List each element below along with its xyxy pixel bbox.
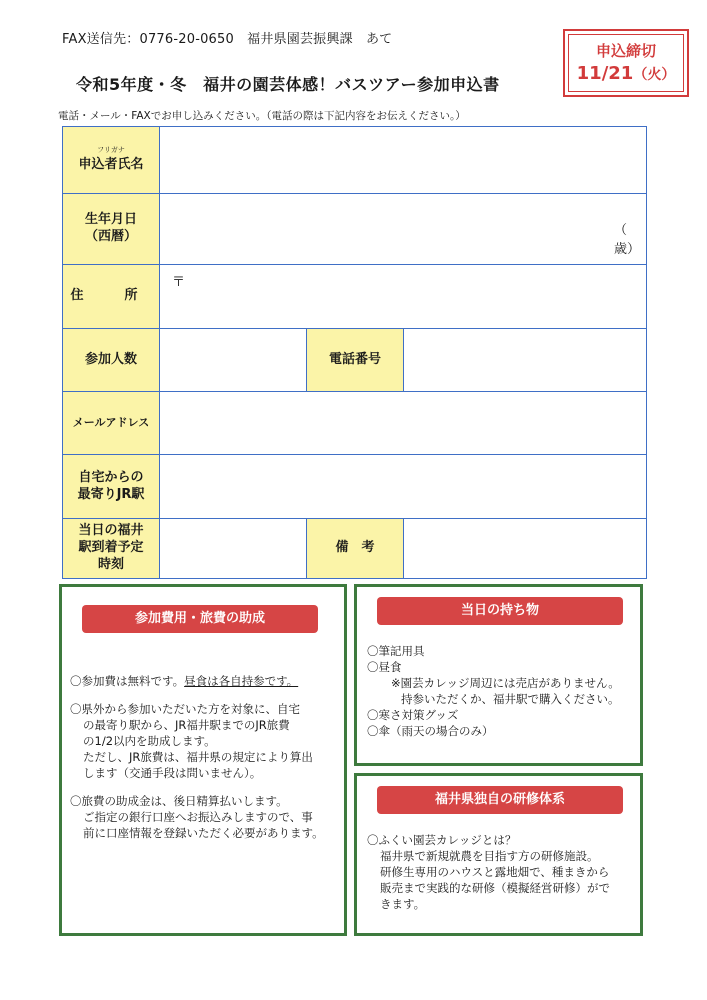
training-line-4: 販売まで実践的な研修（模擬経営研修）がで [380,881,610,895]
training-line-3: 研修生専用のハウスと露地畑で、種まきから [380,865,610,879]
arrival-label: 当日の福井 [78,523,144,539]
phone-label: 電話番号 [328,351,381,367]
items-buy-note: 持参いただくか、福井駅で購入ください。 [401,692,620,706]
station-label-cell [63,455,160,519]
fees-payment-line-3: 前に口座情報を登録いただく必要があります。 [83,826,324,840]
fees-heading: 参加費用・旅費の助成 [82,605,318,633]
training-heading: 福井県独自の研修体系 [377,786,623,814]
name-label: 申込者氏名 [78,157,144,173]
deadline-date-line [569,63,683,84]
application-note: 電話・メール・FAXでお申し込みください。（電話の際は下記内容をお伝えください。） [58,110,466,122]
training-line-1: 〇ふくい園芸カレッジとは？ [367,833,517,847]
phone-field[interactable] [404,329,647,392]
items-cold-gear: 〇寒さ対策グッズ [367,708,459,722]
arrival-label-3: 時刻 [97,556,124,572]
name-ruby: フリガナ [97,146,125,154]
fees-body [70,673,342,853]
deadline-inner-frame [568,34,684,92]
birth-label: 生年月日 [84,212,137,228]
participants-label: 参加人数 [84,351,137,367]
age-field: （ 歳） [614,223,693,257]
station-field[interactable] [160,455,647,519]
participants-field[interactable] [160,329,307,392]
address-label-cell [63,265,160,329]
address-field[interactable] [160,265,647,329]
fees-subsidy-line-4: ただし、JR旅費は、福井県の規定により算出 [83,750,313,764]
fees-paragraph-3 [70,793,342,841]
items-writing-tools: 〇筆記用具 [367,644,425,658]
remarks-label-cell [307,519,404,579]
email-label: メールアドレス [72,415,150,429]
fees-lunch-text: 昼食は各自持参です。 [184,674,299,688]
deadline-weekday: （火） [633,67,676,83]
items-panel [354,584,643,766]
items-heading: 当日の持ち物 [377,597,623,625]
birth-label-era: （西暦） [84,229,137,244]
page-title: 令和5年度・冬 福井の園芸体感！バスツアー参加申込書 [76,75,500,94]
phone-label-cell [307,329,404,392]
arrival-label-cell [63,519,160,579]
training-body [367,832,639,912]
arrival-field[interactable] [160,519,307,579]
deadline-label: 申込締切 [595,42,656,60]
fees-paragraph-1 [70,673,342,689]
training-line-2: 福井県で新規就農を目指す方の研修施設。 [380,849,599,863]
station-label-2: 最寄りJR駅 [77,486,145,502]
email-label-cell [63,392,160,455]
fees-free-text: 〇参加費は無料です。 [70,674,185,688]
fees-panel [59,584,347,936]
arrival-label-2: 駅到着予定 [78,540,144,556]
application-form [62,126,693,579]
postal-mark: 〒 [172,275,186,290]
email-field[interactable] [160,392,647,455]
fax-destination: FAX送信先：0776-20-0650 福井県園芸振興課 あて [62,32,393,47]
items-no-shop-note: ※園芸カレッジ周辺には売店がありません。 [391,676,620,690]
name-label-cell [63,127,160,194]
training-panel [354,773,643,936]
name-field[interactable] [160,127,647,194]
fees-subsidy-line-1: 〇県外から参加いただいた方を対象に、自宅 [70,702,300,716]
remarks-label: 備 考 [335,540,375,556]
deadline-badge [563,29,689,97]
fees-subsidy-line-2: の最寄り駅から、JR福井駅までのJR旅費 [83,718,290,732]
birth-label-cell [63,194,160,265]
fees-subsidy-line-5: します（交通手段は問いません）。 [83,766,262,780]
fees-paragraph-2 [70,701,342,781]
fees-payment-line-1: 〇旅費の助成金は、後日精算払いします。 [70,794,288,808]
fees-subsidy-line-3: の1/2以内を助成します。 [83,734,216,748]
address-label: 住 所 [70,288,152,304]
items-umbrella: 〇傘（雨天の場合のみ） [367,724,494,738]
items-lunch: 〇昼食 [367,660,402,674]
items-body [367,643,639,739]
fees-payment-line-2: ご指定の銀行口座へお振込みしますので、事 [83,810,313,824]
deadline-date: 11/21 [576,63,634,84]
participants-label-cell [63,329,160,392]
training-line-5: きます。 [380,897,426,911]
birth-field[interactable] [160,194,693,265]
remarks-field[interactable] [404,519,647,579]
station-label: 自宅からの [78,469,144,485]
